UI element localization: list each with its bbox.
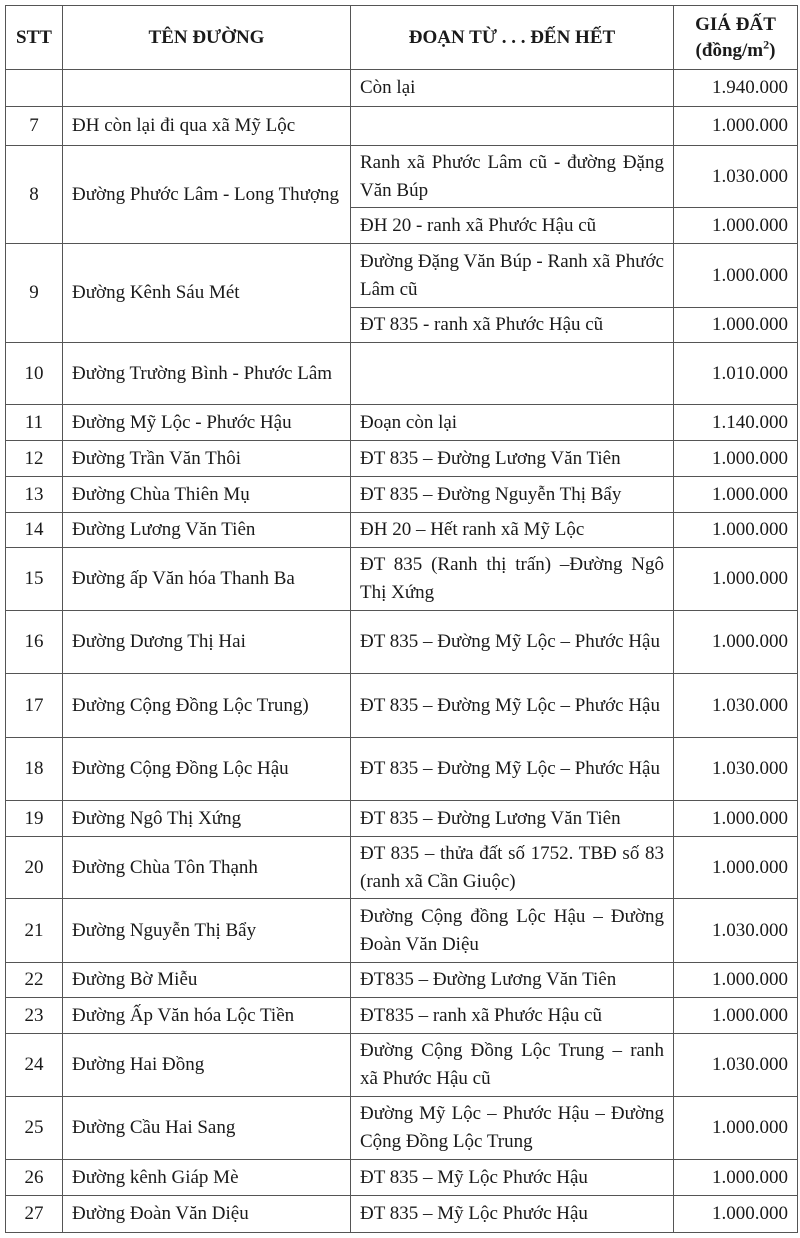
cell-price: 1.000.000 xyxy=(674,963,798,998)
cell-price: 1.940.000 xyxy=(674,70,798,107)
cell-street-name: Đường Dương Thị Hai xyxy=(63,611,351,674)
cell-stt: 21 xyxy=(6,899,63,963)
cell-price: 1.030.000 xyxy=(674,146,798,208)
table-row xyxy=(6,998,798,1034)
cell-street-name: Đường Bờ Miễu xyxy=(63,963,351,998)
cell-stt: 12 xyxy=(6,441,63,477)
cell-stt: 8 xyxy=(6,146,63,244)
cell-street-name: Đường Phước Lâm - Long Thượng xyxy=(63,146,351,244)
cell-price: 1.030.000 xyxy=(674,899,798,963)
cell-street-name: Đường Trần Văn Thôi xyxy=(63,441,351,477)
cell-price: 1.140.000 xyxy=(674,405,798,441)
table-row xyxy=(6,837,798,899)
cell-segment: ĐT 835 – Đường Nguyễn Thị Bẩy xyxy=(351,477,674,513)
table-row xyxy=(6,343,798,405)
cell-stt: 14 xyxy=(6,513,63,548)
header-price-line1: GIÁ ĐẤT xyxy=(695,13,776,35)
cell-stt: 26 xyxy=(6,1160,63,1196)
cell-stt: 10 xyxy=(6,343,63,405)
cell-stt: 24 xyxy=(6,1034,63,1097)
cell-segment xyxy=(351,343,674,405)
cell-segment: ĐT 835 – Đường Mỹ Lộc – Phước Hậu xyxy=(351,738,674,801)
cell-street-name: Đường Cộng Đồng Lộc Hậu xyxy=(63,738,351,801)
cell-street-name: Đường Lương Văn Tiên xyxy=(63,513,351,548)
cell-stt: 23 xyxy=(6,998,63,1034)
cell-price: 1.000.000 xyxy=(674,107,798,146)
cell-stt: 15 xyxy=(6,548,63,611)
cell-segment: Đoạn còn lại xyxy=(351,405,674,441)
cell-stt: 18 xyxy=(6,738,63,801)
table-row xyxy=(6,738,798,801)
cell-segment: ĐT835 – ranh xã Phước Hậu cũ xyxy=(351,998,674,1034)
cell-price: 1.000.000 xyxy=(674,441,798,477)
cell-price: 1.010.000 xyxy=(674,343,798,405)
cell-stt: 25 xyxy=(6,1097,63,1160)
cell-segment: ĐT 835 - ranh xã Phước Hậu cũ xyxy=(351,308,674,343)
cell-street-name: Đường ấp Văn hóa Thanh Ba xyxy=(63,548,351,611)
table-row xyxy=(6,1196,798,1233)
cell-street-name: Đường Nguyễn Thị Bẩy xyxy=(63,899,351,963)
table-row xyxy=(6,1160,798,1196)
cell-price: 1.000.000 xyxy=(674,548,798,611)
table-row xyxy=(6,801,798,837)
cell-price: 1.030.000 xyxy=(674,1034,798,1097)
cell-segment: ĐT 835 – Mỹ Lộc Phước Hậu xyxy=(351,1196,674,1233)
cell-price: 1.000.000 xyxy=(674,1196,798,1233)
cell-segment: Đường Cộng Đồng Lộc Trung – ranh xã Phước Hậu cũ xyxy=(351,1034,674,1097)
cell-segment: ĐT 835 – Đường Lương Văn Tiên xyxy=(351,441,674,477)
cell-price: 1.000.000 xyxy=(674,308,798,343)
cell-segment xyxy=(351,107,674,146)
cell-segment: ĐH 20 – Hết ranh xã Mỹ Lộc xyxy=(351,513,674,548)
header-land-price xyxy=(674,6,798,70)
cell-stt: 27 xyxy=(6,1196,63,1233)
header-segment: ĐOẠN TỪ . . . ĐẾN HẾT xyxy=(351,6,674,70)
cell-segment: ĐT 835 (Ranh thị trấn) –Đường Ngô Thị Xứng xyxy=(351,548,674,611)
cell-segment: Ranh xã Phước Lâm cũ - đường Đặng Văn Búp xyxy=(351,146,674,208)
cell-price: 1.000.000 xyxy=(674,244,798,308)
table-row xyxy=(6,1034,798,1097)
cell-price: 1.000.000 xyxy=(674,837,798,899)
cell-stt: 7 xyxy=(6,107,63,146)
table-row xyxy=(6,146,798,208)
cell-segment: ĐT835 – Đường Lương Văn Tiên xyxy=(351,963,674,998)
cell-price: 1.000.000 xyxy=(674,998,798,1034)
cell-price: 1.000.000 xyxy=(674,208,798,244)
cell-price: 1.030.000 xyxy=(674,674,798,738)
cell-street-name: Đường Cầu Hai Sang xyxy=(63,1097,351,1160)
cell-price: 1.000.000 xyxy=(674,1160,798,1196)
header-street-name: TÊN ĐƯỜNG xyxy=(63,6,351,70)
cell-segment: Đường Cộng đồng Lộc Hậu – Đường Đoàn Văn Diệu xyxy=(351,899,674,963)
cell-street-name: Đường Chùa Tôn Thạnh xyxy=(63,837,351,899)
cell-segment: ĐH 20 - ranh xã Phước Hậu cũ xyxy=(351,208,674,244)
cell-segment: ĐT 835 – Đường Lương Văn Tiên xyxy=(351,801,674,837)
cell-street-name: Đường Ngô Thị Xứng xyxy=(63,801,351,837)
table-row xyxy=(6,674,798,738)
table-row xyxy=(6,1097,798,1160)
cell-stt: 13 xyxy=(6,477,63,513)
land-price-table xyxy=(5,5,798,1233)
cell-price: 1.000.000 xyxy=(674,801,798,837)
cell-street-name: Đường Hai Đồng xyxy=(63,1034,351,1097)
cell-segment: ĐT 835 – Mỹ Lộc Phước Hậu xyxy=(351,1160,674,1196)
cell-stt: 19 xyxy=(6,801,63,837)
table-row xyxy=(6,899,798,963)
table-row xyxy=(6,405,798,441)
header-stt: STT xyxy=(6,6,63,70)
cell-price: 1.030.000 xyxy=(674,738,798,801)
table-row xyxy=(6,441,798,477)
cell-price: 1.000.000 xyxy=(674,1097,798,1160)
cell-segment: Đường Mỹ Lộc – Phước Hậu – Đường Cộng Đồng Lộc Trung xyxy=(351,1097,674,1160)
table-row xyxy=(6,244,798,308)
table-row xyxy=(6,477,798,513)
cell-stt: 17 xyxy=(6,674,63,738)
cell-street-name: Đường Kênh Sáu Mét xyxy=(63,244,351,343)
cell-stt: 9 xyxy=(6,244,63,343)
header-price-unit: $(đồng/m^2)$ xyxy=(695,37,776,61)
cell-street-name xyxy=(63,70,351,107)
header-row xyxy=(6,6,798,70)
table-row xyxy=(6,513,798,548)
cell-segment: ĐT 835 – thửa đất số 1752. TBĐ số 83 (ranh xã Cần Giuộc) xyxy=(351,837,674,899)
cell-segment: ĐT 835 – Đường Mỹ Lộc – Phước Hậu xyxy=(351,611,674,674)
cell-stt: 20 xyxy=(6,837,63,899)
table-row xyxy=(6,70,798,107)
cell-street-name: Đường Trường Bình - Phước Lâm xyxy=(63,343,351,405)
cell-stt: 11 xyxy=(6,405,63,441)
cell-street-name: Đường Đoàn Văn Diệu xyxy=(63,1196,351,1233)
cell-price: 1.000.000 xyxy=(674,513,798,548)
cell-street-name: ĐH còn lại đi qua xã Mỹ Lộc xyxy=(63,107,351,146)
cell-segment: Còn lại xyxy=(351,70,674,107)
cell-stt xyxy=(6,70,63,107)
cell-street-name: Đường kênh Giáp Mè xyxy=(63,1160,351,1196)
cell-price: 1.000.000 xyxy=(674,477,798,513)
table-row xyxy=(6,548,798,611)
cell-segment: Đường Đặng Văn Búp - Ranh xã Phước Lâm cũ xyxy=(351,244,674,308)
table-row xyxy=(6,963,798,998)
cell-street-name: Đường Chùa Thiên Mụ xyxy=(63,477,351,513)
cell-price: 1.000.000 xyxy=(674,611,798,674)
cell-stt: 16 xyxy=(6,611,63,674)
cell-street-name: Đường Cộng Đồng Lộc Trung) xyxy=(63,674,351,738)
table-row xyxy=(6,107,798,146)
cell-street-name: Đường Ấp Văn hóa Lộc Tiền xyxy=(63,998,351,1034)
cell-street-name: Đường Mỹ Lộc - Phước Hậu xyxy=(63,405,351,441)
cell-stt: 22 xyxy=(6,963,63,998)
table-row xyxy=(6,611,798,674)
cell-segment: ĐT 835 – Đường Mỹ Lộc – Phước Hậu xyxy=(351,674,674,738)
